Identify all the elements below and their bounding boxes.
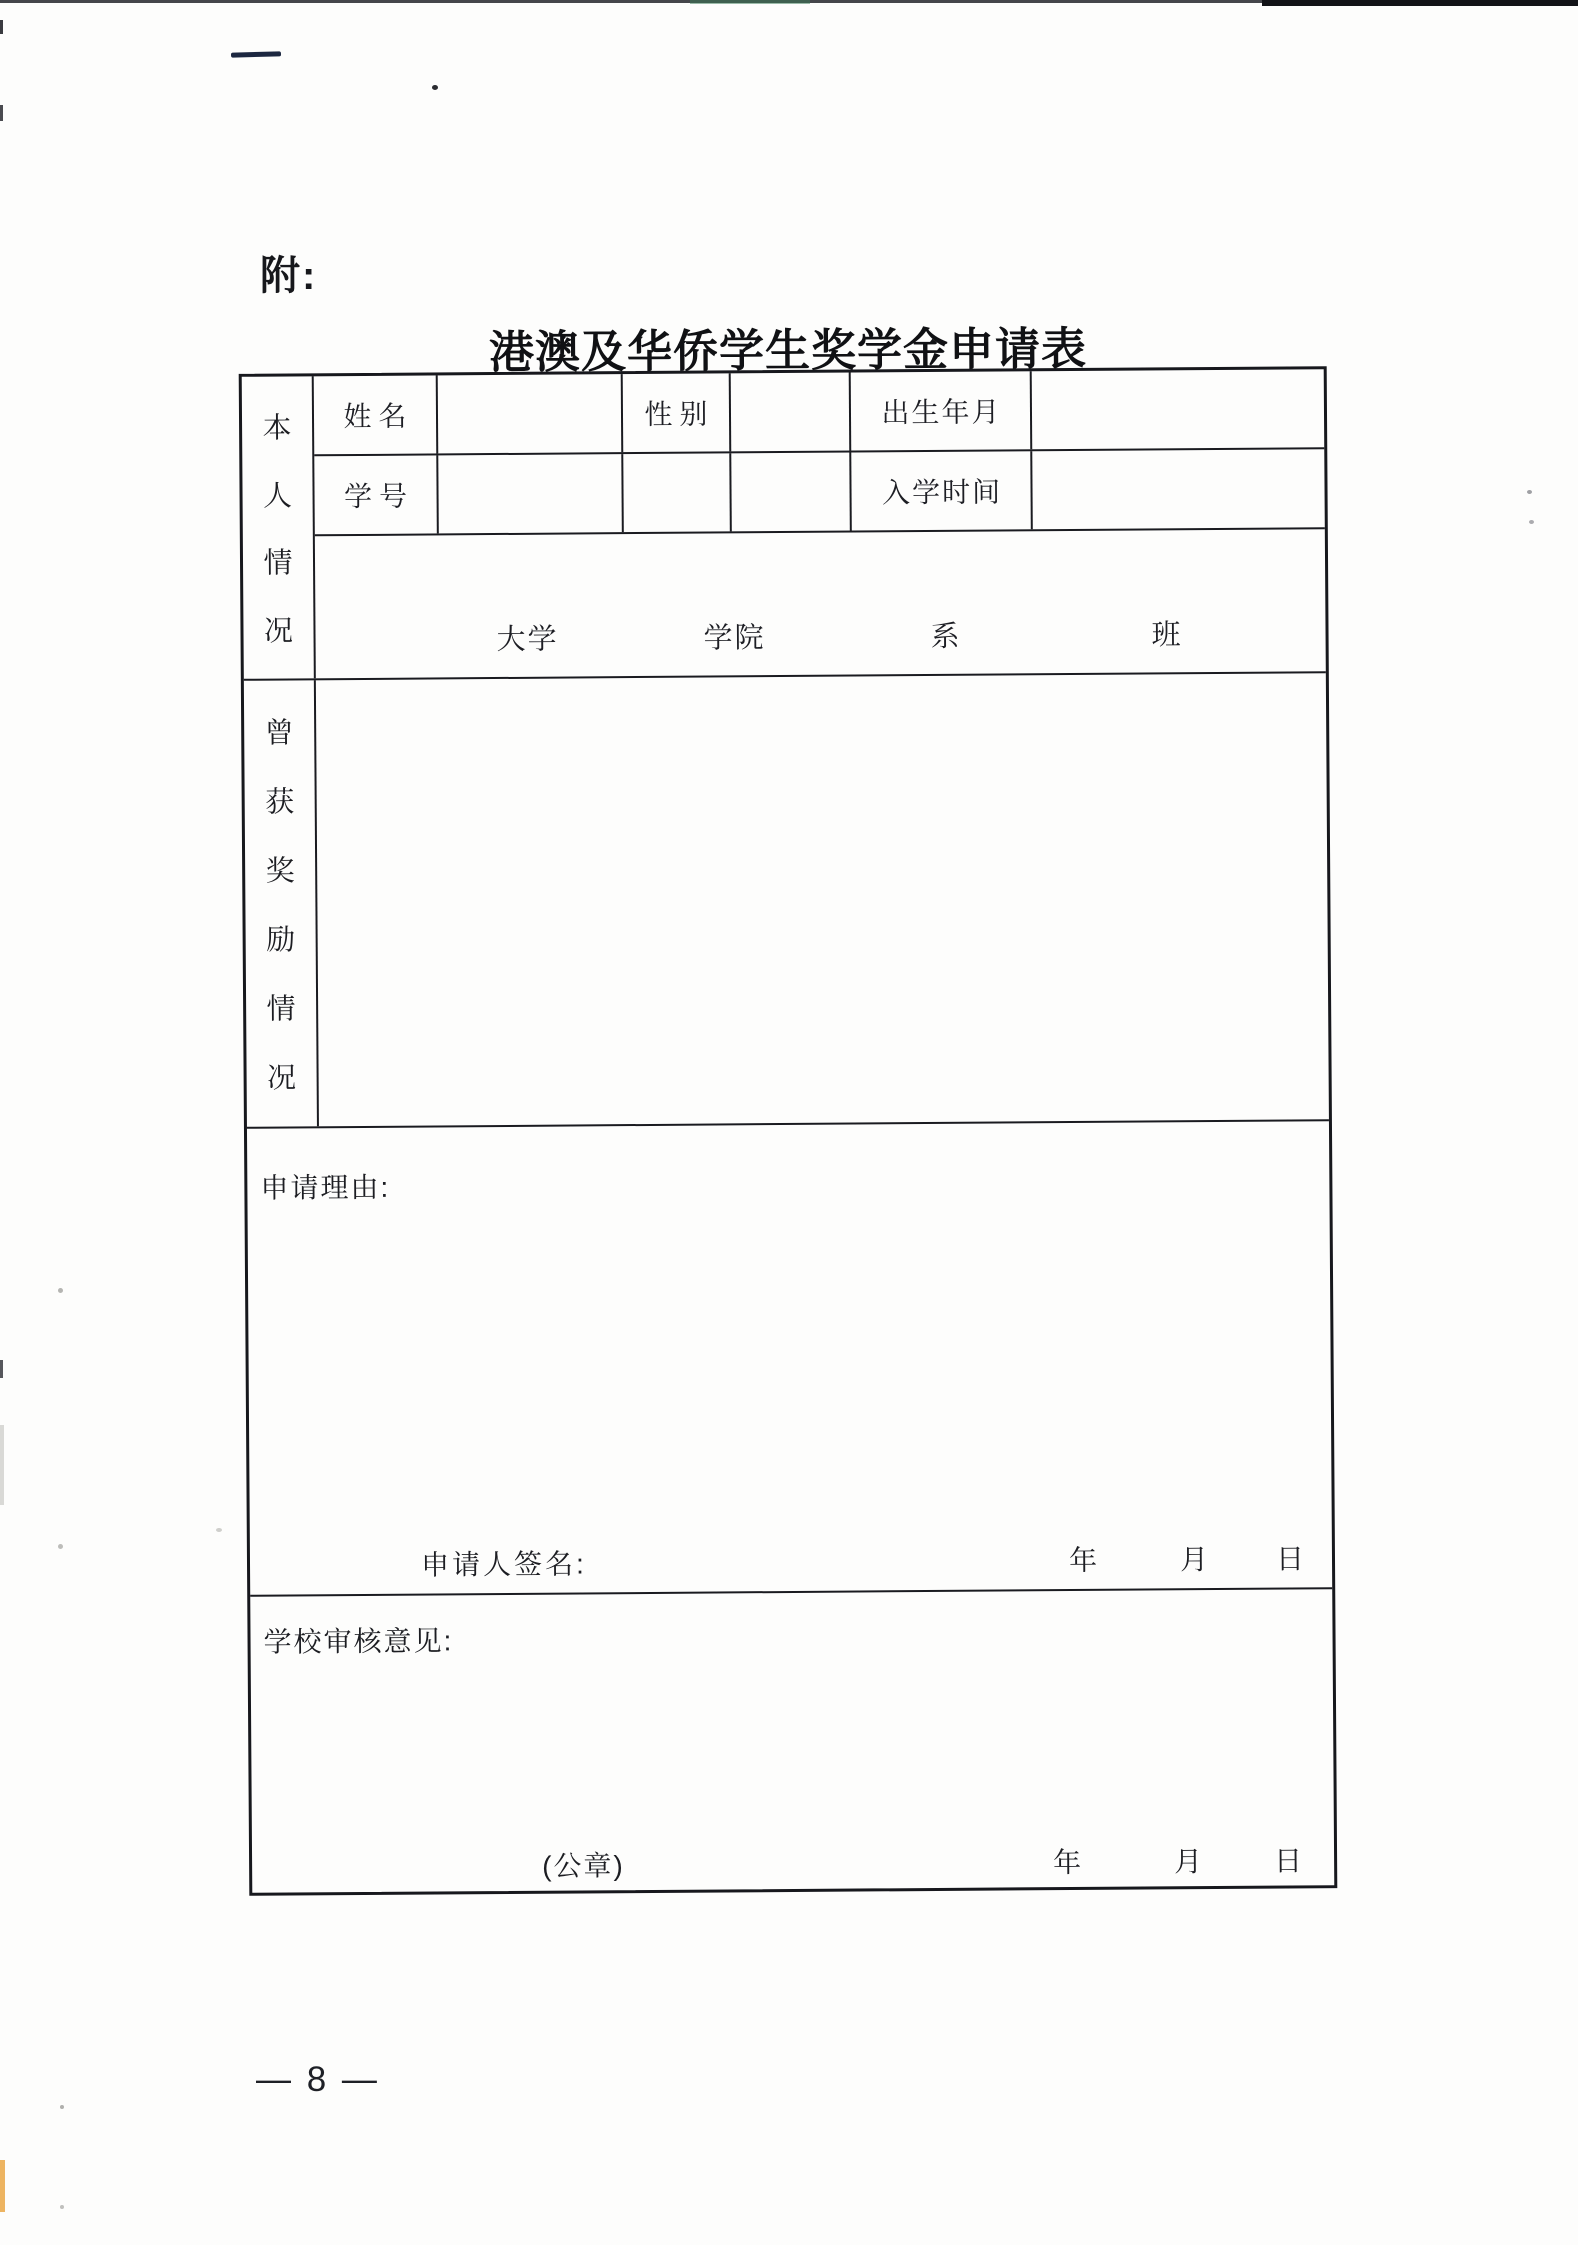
scan-artifact-left-edge [0, 20, 3, 34]
page-number: — 8 — [256, 2060, 377, 2099]
day-label: 日 [1274, 1845, 1303, 1877]
year-label: 年 [1053, 1846, 1082, 1879]
scan-artifact-speck [1527, 490, 1532, 494]
application-reason-label: 申请理由: [260, 1171, 391, 1204]
scan-artifact-left-edge [0, 1425, 4, 1505]
scan-artifact-speck [58, 1544, 63, 1549]
vertical-header-char: 曾 [264, 717, 294, 750]
name-label: 姓名 [314, 375, 439, 454]
seal-date-row [252, 1839, 1334, 1883]
school-info-row [315, 529, 1326, 678]
application-reason-section [247, 1121, 1332, 1597]
personal-info-section [242, 369, 1326, 681]
name-gender-birth-row [314, 369, 1325, 456]
day-label: 日 [1275, 1543, 1305, 1575]
empty-cell [623, 453, 732, 532]
class-label: 班 [1151, 619, 1183, 652]
school-review-section [250, 1589, 1334, 1893]
department-label: 系 [930, 620, 962, 653]
personal-info-grid [314, 369, 1326, 678]
student-id-label: 学号 [314, 455, 439, 534]
scan-artifact-orange-streak [0, 2160, 5, 2212]
applicant-signature-label: 申请人签名: [420, 1548, 587, 1581]
student-id-value-cell [438, 454, 624, 533]
scan-artifact-speck [216, 1528, 222, 1532]
gender-label: 性别 [623, 373, 732, 452]
scan-artifact-speck [60, 2205, 64, 2209]
awards-vertical-header [244, 680, 319, 1126]
college-label: 学院 [703, 622, 766, 655]
birth-date-label: 出生年月 [851, 371, 1033, 450]
vertical-header-char: 况 [263, 615, 294, 648]
vertical-header-char: 情 [263, 547, 293, 580]
scan-artifact-dot [432, 85, 438, 90]
month-label: 月 [1174, 1846, 1203, 1878]
scan-artifact-dash [231, 51, 281, 57]
scan-artifact-left-edge [0, 105, 3, 121]
signature-date-row [250, 1537, 1332, 1581]
empty-cell [731, 453, 852, 532]
birth-date-value-cell [1032, 369, 1325, 449]
awards-section [244, 673, 1329, 1129]
year-label: 年 [1068, 1544, 1098, 1577]
vertical-header-char: 本 [262, 412, 292, 445]
scan-artifact-top-tint [690, 0, 810, 4]
scan-artifact-left-edge [0, 1360, 3, 1378]
vertical-header-char: 情 [266, 993, 296, 1026]
vertical-header-char: 励 [266, 924, 296, 957]
scan-artifact-speck [60, 2105, 64, 2109]
form-title: 港澳及华侨学生奖学金申请表 [488, 323, 1088, 378]
awards-content-cell [316, 673, 1329, 1126]
university-label: 大学 [496, 623, 559, 657]
month-label: 月 [1179, 1544, 1209, 1576]
vertical-header-char: 奖 [265, 855, 295, 888]
vertical-header-char: 况 [266, 1062, 297, 1095]
school-review-label: 学校审核意见: [263, 1625, 454, 1658]
scan-artifact-speck [58, 1288, 63, 1293]
vertical-header-char: 人 [262, 480, 293, 513]
scan-artifact-speck [1529, 520, 1534, 524]
application-form-table [239, 366, 1338, 1896]
enrollment-time-label: 入学时间 [851, 451, 1033, 530]
personal-info-vertical-header [242, 376, 316, 678]
enrollment-time-value-cell [1032, 449, 1325, 529]
scan-artifact-top-right [1262, 0, 1578, 6]
name-value-cell [438, 374, 624, 453]
student-id-enrollment-row [314, 449, 1325, 536]
vertical-header-char: 获 [265, 786, 295, 819]
gender-value-cell [731, 373, 852, 452]
official-seal-label: (公章) [542, 1850, 625, 1882]
attachment-label: 附: [260, 254, 318, 298]
